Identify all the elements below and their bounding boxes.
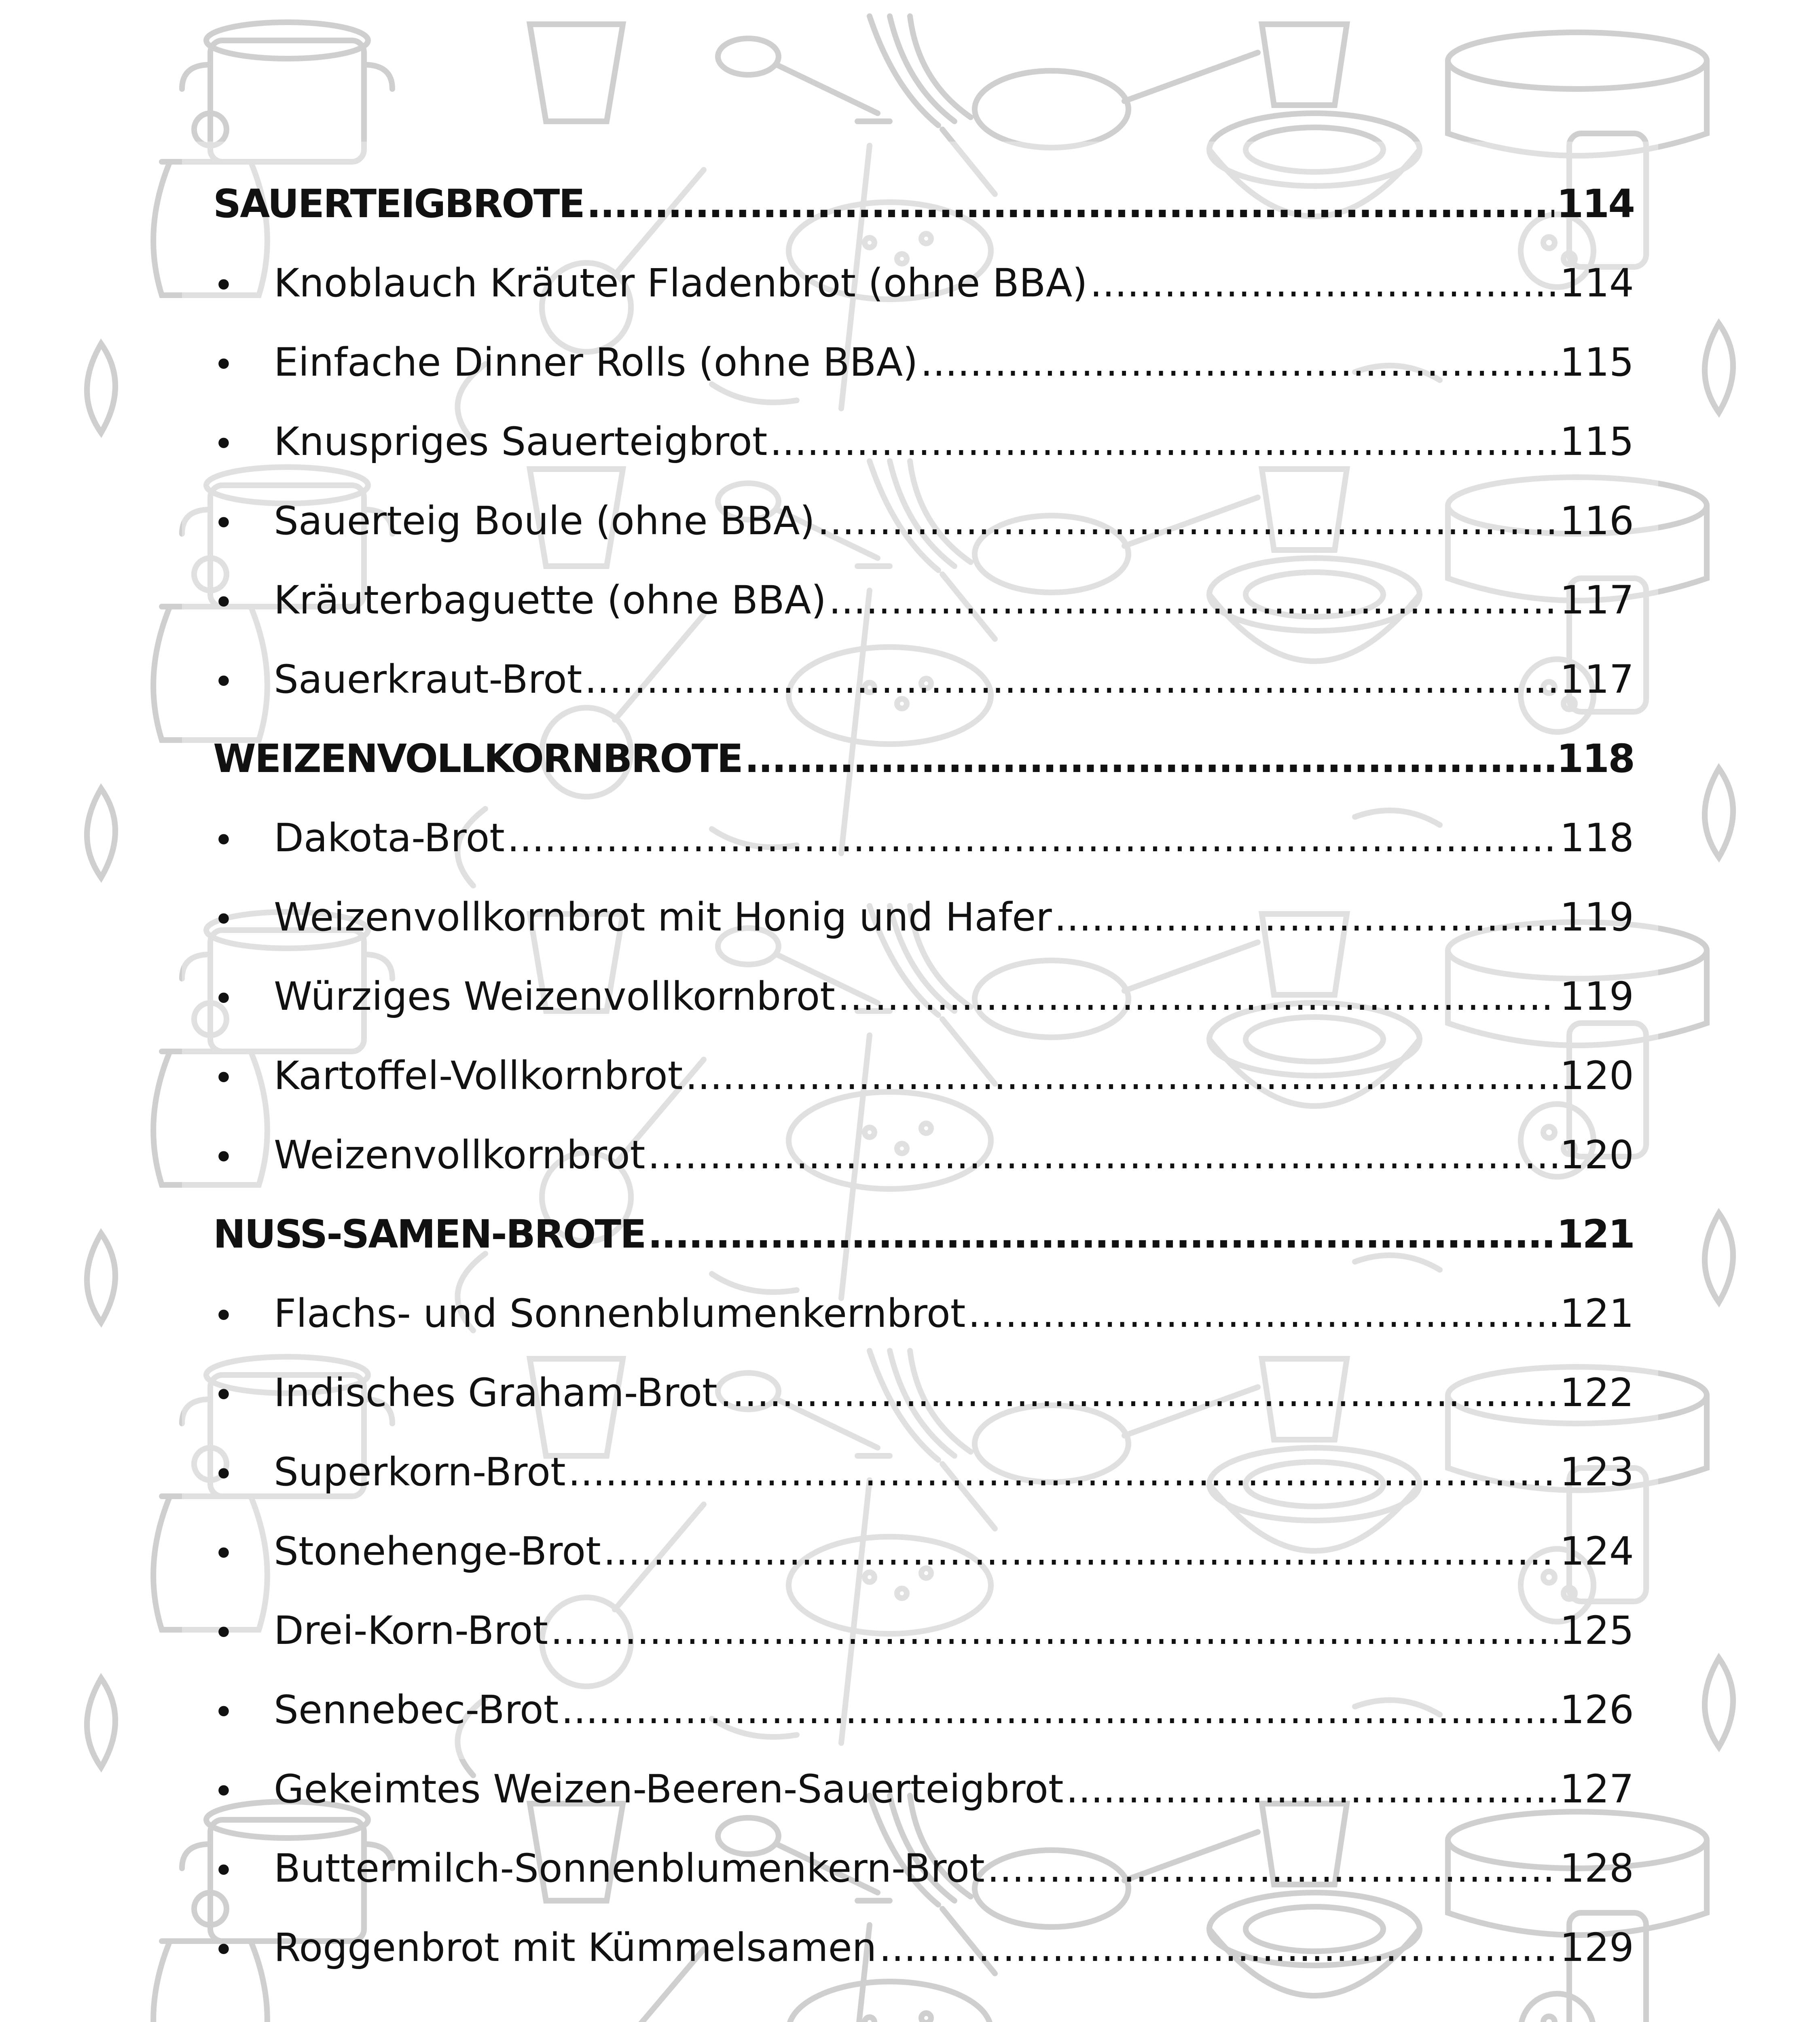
- toc-entry-title: Roggenbrot mit Kümmelsamen: [274, 1925, 877, 1970]
- toc-entry[interactable]: [213, 324, 1634, 385]
- bullet-icon: •: [213, 819, 234, 861]
- toc-page-number: 119: [1560, 974, 1634, 1019]
- toc-entry[interactable]: [213, 1751, 1634, 1812]
- toc-entry-title: Kräuterbaguette (ohne BBA): [274, 577, 827, 623]
- toc-page-number: 127: [1560, 1766, 1634, 1812]
- toc-entry-title: Kartoffel-Vollkornbrot: [274, 1053, 683, 1098]
- dot-leader: [685, 1053, 1557, 1098]
- bullet-icon: •: [213, 1612, 234, 1654]
- toc-entry[interactable]: [213, 1830, 1634, 1891]
- dot-leader: [720, 1370, 1558, 1415]
- toc-page-number: 125: [1560, 1608, 1634, 1653]
- dot-leader: [987, 1846, 1558, 1891]
- toc-page-number: 122: [1560, 1370, 1634, 1415]
- toc-page-number: 121: [1560, 1291, 1634, 1336]
- bullet-icon: •: [213, 899, 234, 940]
- dot-leader: [1090, 260, 1558, 306]
- toc-entry-title: Sauerteig Boule (ohne BBA): [274, 498, 815, 544]
- toc-entry[interactable]: [213, 1434, 1634, 1495]
- toc-entry-title: Gekeimtes Weizen-Beeren-Sauerteigbrot: [274, 1766, 1064, 1812]
- toc-entry[interactable]: [213, 1117, 1634, 1178]
- toc-page-number: 118: [1556, 736, 1634, 781]
- dot-leader: [507, 815, 1558, 861]
- toc-entry-title: NUSS-SAMEN-BROTE: [213, 1212, 645, 1257]
- dot-leader: [648, 1212, 1554, 1257]
- toc-section-heading[interactable]: [213, 721, 1634, 781]
- toc-entry[interactable]: [213, 958, 1634, 1019]
- dot-leader: [584, 657, 1557, 702]
- bullet-icon: •: [213, 661, 234, 702]
- dot-leader: [561, 1687, 1557, 1732]
- toc-entry-title: Knuspriges Sauerteigbrot: [274, 419, 768, 464]
- bullet-icon: •: [213, 344, 234, 385]
- toc-entry[interactable]: [213, 1355, 1634, 1415]
- bullet-icon: •: [213, 582, 234, 623]
- toc-entry-title: Drei-Korn-Brot: [274, 1608, 548, 1653]
- dot-leader: [648, 1132, 1557, 1178]
- toc-entry[interactable]: [213, 1593, 1634, 1653]
- dot-leader: [603, 1529, 1558, 1574]
- dot-leader: [550, 1608, 1558, 1653]
- dot-leader: [921, 340, 1558, 385]
- toc-entry-title: Weizenvollkornbrot mit Honig und Hafer: [274, 895, 1052, 940]
- toc-page-number: 129: [1560, 1925, 1634, 1970]
- toc-entry-title: Sauerkraut-Brot: [274, 657, 582, 702]
- dot-leader: [817, 498, 1558, 544]
- toc-page-number: 114: [1560, 260, 1634, 306]
- toc-entry[interactable]: [213, 879, 1634, 940]
- toc-page-number: 121: [1556, 1212, 1634, 1257]
- bullet-icon: •: [213, 1374, 234, 1416]
- toc-page-number: 124: [1560, 1529, 1634, 1574]
- dot-leader: [879, 1925, 1557, 1970]
- bullet-icon: •: [213, 1453, 234, 1495]
- toc-page-number: 117: [1560, 577, 1634, 623]
- dot-leader: [770, 419, 1557, 464]
- bullet-icon: •: [213, 1850, 234, 1891]
- bullet-icon: •: [213, 423, 234, 465]
- toc-page-number: 118: [1560, 815, 1634, 861]
- toc-entry[interactable]: [213, 404, 1634, 464]
- bullet-icon: •: [213, 1770, 234, 1812]
- bullet-icon: •: [213, 502, 234, 544]
- toc-page-number: 128: [1560, 1846, 1634, 1891]
- toc-page-number: 117: [1560, 657, 1634, 702]
- toc-page-number: 119: [1560, 895, 1634, 940]
- dot-leader: [1066, 1766, 1558, 1812]
- dot-leader: [829, 577, 1558, 623]
- toc-entry-title: Dakota-Brot: [274, 815, 505, 861]
- toc-entry-title: WEIZENVOLLKORNBROTE: [213, 736, 742, 781]
- toc-entry[interactable]: [213, 1910, 1634, 1970]
- toc-section-heading[interactable]: [213, 166, 1634, 226]
- toc-entry-title: Einfache Dinner Rolls (ohne BBA): [274, 340, 918, 385]
- dot-leader: [586, 181, 1554, 226]
- toc-page-number: 114: [1556, 181, 1634, 226]
- toc-entry-title: Buttermilch-Sonnenblumenkern-Brot: [274, 1846, 985, 1891]
- toc-page-number: 120: [1560, 1132, 1634, 1178]
- toc-entry-title: Weizenvollkornbrot: [274, 1132, 645, 1178]
- bullet-icon: •: [213, 264, 234, 306]
- toc-entry-title: Stonehenge-Brot: [274, 1529, 601, 1574]
- toc-page-number: 123: [1560, 1449, 1634, 1495]
- toc-entry-title: Superkorn-Brot: [274, 1449, 566, 1495]
- dot-leader: [1054, 895, 1558, 940]
- bullet-icon: •: [213, 1295, 234, 1337]
- bullet-icon: •: [213, 1057, 234, 1099]
- toc-page-number: 115: [1560, 340, 1634, 385]
- bullet-icon: •: [213, 1691, 234, 1733]
- bullet-icon: •: [213, 978, 234, 1019]
- toc-entry-title: Indisches Graham-Brot: [274, 1370, 717, 1415]
- bullet-icon: •: [213, 1136, 234, 1178]
- toc-entry-title: Würziges Weizenvollkornbrot: [274, 974, 835, 1019]
- dot-leader: [745, 736, 1554, 781]
- toc-entry[interactable]: [213, 483, 1634, 544]
- toc-entry[interactable]: [213, 1038, 1634, 1098]
- bullet-icon: •: [213, 1533, 234, 1574]
- toc-entry[interactable]: [213, 245, 1634, 306]
- toc-page-number: 120: [1560, 1053, 1634, 1098]
- toc-entry[interactable]: [213, 641, 1634, 702]
- toc-entry-title: Knoblauch Kräuter Fladenbrot (ohne BBA): [274, 260, 1088, 306]
- toc-page-number: 115: [1560, 419, 1634, 464]
- toc-entry[interactable]: [213, 1513, 1634, 1574]
- dot-leader: [968, 1291, 1557, 1336]
- dot-leader: [568, 1449, 1558, 1495]
- toc-entry-title: SAUERTEIGBROTE: [213, 181, 584, 226]
- toc-section-heading[interactable]: [213, 1196, 1634, 1257]
- bullet-icon: •: [213, 1929, 234, 1971]
- toc-page-number: 126: [1560, 1687, 1634, 1732]
- dot-leader: [838, 974, 1558, 1019]
- toc-entry[interactable]: [213, 1672, 1634, 1732]
- toc-entry[interactable]: [213, 800, 1634, 861]
- toc-page-number: 116: [1560, 498, 1634, 544]
- toc-entry[interactable]: [213, 1275, 1634, 1336]
- toc-entry-title: Flachs- und Sonnenblumenkernbrot: [274, 1291, 966, 1336]
- toc-entry-title: Sennebec-Brot: [274, 1687, 559, 1732]
- toc-entry[interactable]: [213, 562, 1634, 623]
